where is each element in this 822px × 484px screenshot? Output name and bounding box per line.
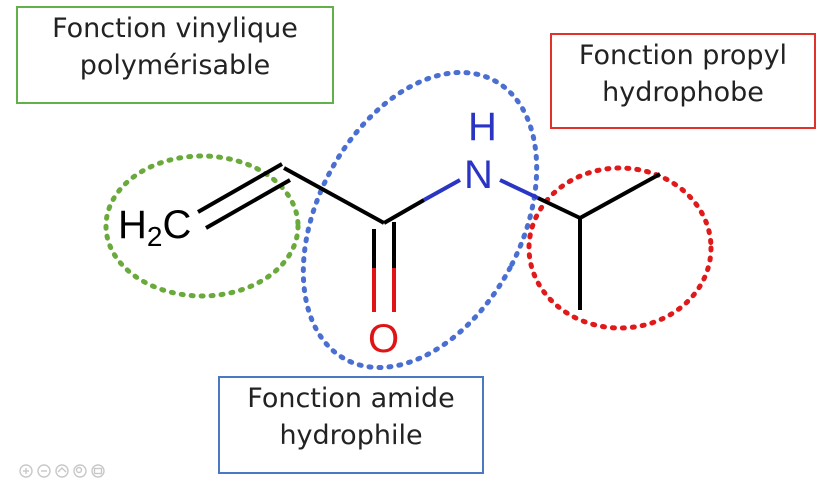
h2c-subscript: 2 (146, 221, 163, 252)
vinyl-double-bond-1 (198, 164, 282, 212)
c-n-bond-carbon-half (384, 200, 424, 223)
propyl-highlight-circle (529, 168, 711, 328)
viewer-toolbar (18, 462, 118, 480)
n-c-bond-carbon-half (538, 198, 580, 218)
h2c-c-symbol: C (162, 203, 192, 247)
zoom-out-icon[interactable] (38, 465, 50, 477)
label-vinyl-line1: Fonction vinylique (52, 13, 298, 44)
screen-icon[interactable] (92, 465, 104, 477)
label-amide-line2: hydrophile (279, 420, 423, 451)
zoom-in-icon[interactable] (20, 465, 32, 477)
label-propyl-line2: hydrophobe (602, 77, 764, 108)
amide-highlight-ellipse (256, 33, 584, 408)
nitrogen-atom: N (464, 153, 493, 197)
n-c-bond-nitrogen-half (500, 180, 538, 198)
label-amide-line1: Fonction amide (247, 383, 455, 414)
h2c-h-symbol: H (118, 203, 147, 247)
label-propyl-line1: Fonction propyl (578, 40, 788, 71)
search-icon[interactable] (74, 465, 86, 477)
isopropyl-methyl-bond-up (580, 174, 660, 218)
amide-hydrogen-atom: H (468, 105, 497, 149)
vinyl-double-bond-2 (206, 180, 290, 228)
label-vinyl-line2: polymérisable (79, 50, 271, 81)
home-icon[interactable] (56, 465, 68, 477)
c-n-bond-nitrogen-half (424, 180, 460, 200)
oxygen-atom: O (368, 317, 400, 361)
h2c-group-label (118, 203, 191, 252)
